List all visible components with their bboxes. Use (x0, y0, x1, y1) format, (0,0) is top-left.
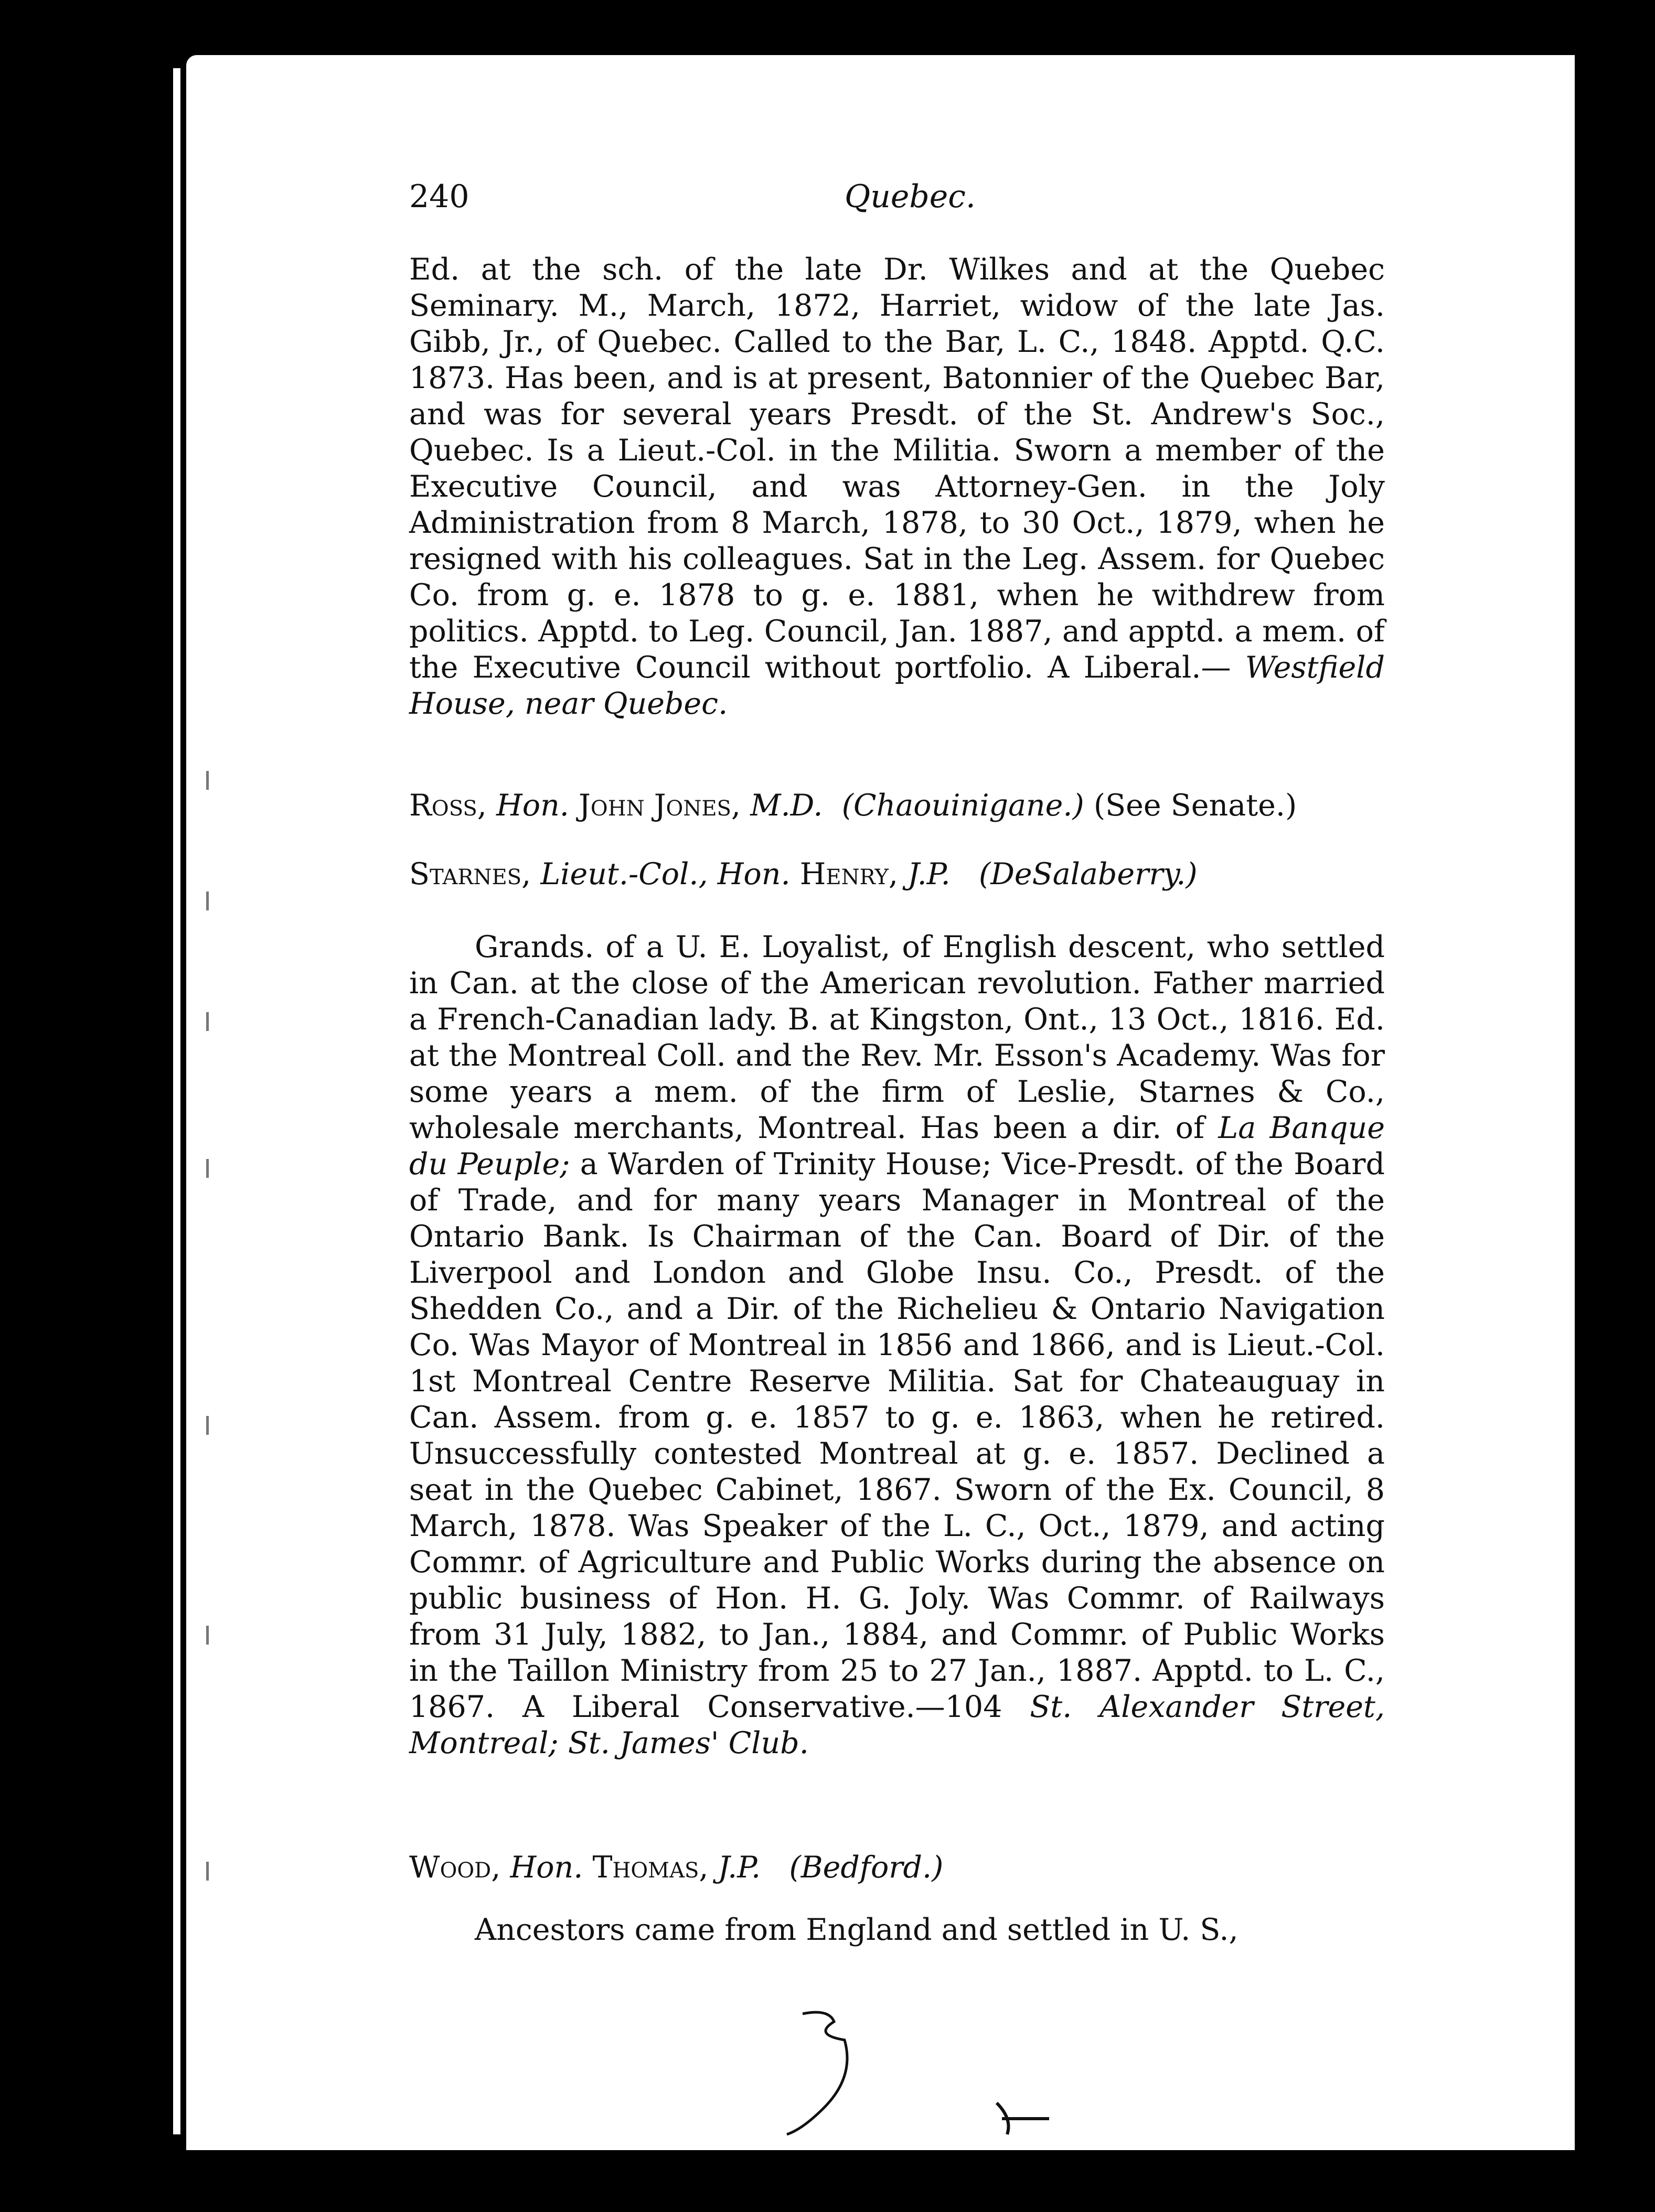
entry-suffix: J.P. (718, 1850, 761, 1885)
running-head: Quebec. (845, 178, 976, 215)
page-left-edge (173, 68, 180, 2134)
scan-speck (206, 1626, 209, 1645)
entry-continued-text (409, 252, 1385, 722)
entry-bio: Ancestors came from England and settled in U. S., (475, 1913, 1238, 1947)
entry-district: (Chaouinigane.) (841, 788, 1084, 823)
scan-speck (206, 892, 209, 910)
entry-title: Lieut.-Col., Hon. (540, 857, 791, 892)
page-bottom-edge (197, 2140, 1555, 2147)
entry-bio-starnes (409, 929, 1385, 1762)
entry-continued-body: Ed. at the sch. of the late Dr. Wilkes and at the Quebec Seminary. M., March, 1872, Harriet, widow of the late Jas. Gibb, Jr., of Quebec. Called to the Bar, L. C., 1848. Apptd. Q.C. 1873. Has been, and is at present, Batonnier of the Quebec Bar, and was for several years Presdt. of the St. Andrew's Soc., Quebec. Is a Lieut.-Col. in the Militia. Sworn a member of the Executive Council, and was Attorney-Gen. in the Joly Administration from 8 March, 1878, to 30 Oct., 1879, when he resigned with his colleagues. Sat in the Leg. Assem. for Quebec Co. from g. e. 1878 to g. e. 1881, when he withdrew from politics. Apptd. to Leg. Council, Jan. 1887, and apptd. a mem. of the Executive Council without portfolio. A Liberal.— (409, 252, 1385, 685)
scan-speck (206, 1416, 209, 1435)
entry-given-names: John Jones, (579, 788, 741, 823)
entry-bio-rest: a Warden of Trinity House; Vice-Presdt. of the Board of Trade, and for many years Manager in Montreal of the Ontario Bank. Is Chairman of the Can. Board of Dir. of the Liverpool and London and Globe Insu. Co., Presdt. of the Shedden Co., and a Dir. of the Richelieu & Ontario Navigation Co. Was Mayor of Montreal in 1856 and 1866, and is Lieut.-Col. 1st Montreal Centre Reserve Militia. Sat for Chateauguay in Can. Assem. from g. e. 1857 to g. e. 1863, when he retired. Unsuccessfully contested Montreal at g. e. 1857. Declined a seat in the Quebec Cabinet, 1867. Sworn of the Ex. Council, 8 March, 1878. Was Speaker of the L. C., Oct., 1879, and acting Commr. of Agriculture and Public Works during the absence on public business of Hon. H. G. Joly. Was Commr. of Railways from 31 July, 1882, to Jan., 1884, and Commr. of Public Works in the Taillon Ministry from 25 to 27 Jan., 1887. Apptd. to L. C., 1867. A Liberal Conservative.—104 (409, 1147, 1385, 1724)
scan-speck (206, 1159, 209, 1178)
entry-heading-starnes (409, 856, 1385, 893)
scan-pen-mark (991, 2098, 1054, 2140)
entry-address: St. Alexander Street, Montreal; St. James' Club. (409, 1690, 1385, 1760)
entry-surname: Ross, (409, 788, 487, 823)
entry-title: Hon. (496, 788, 569, 823)
scan-speck (206, 1862, 209, 1881)
scan-right-shadow (1575, 0, 1655, 2212)
entry-title: Hon. (510, 1850, 583, 1885)
page-number: 240 (409, 178, 469, 215)
entry-bio: Grands. of a U. E. Loyalist, of English descent, who settled in Can. at the close of the American revolution. Father married a French-Canadian lady. B. at Kingston, Ont., 13 Oct., 1816. Ed. at the Montreal Coll. and the Rev. Mr. Esson's Academy. Was for some years a mem. of the firm of Leslie, Starnes & Co., wholesale merchants, Montreal. Has been a dir. of (409, 930, 1385, 1145)
entry-surname: Wood, (409, 1850, 501, 1885)
page-header (409, 178, 1385, 220)
entry-heading-ross (409, 788, 1385, 824)
entry-ross (409, 788, 1385, 824)
entry-suffix: M.D. (750, 788, 823, 823)
entry-surname: Starnes, (409, 857, 531, 892)
scan-speck (206, 1012, 209, 1031)
entry-heading-wood (409, 1850, 1385, 1886)
entry-wood (409, 1850, 1385, 1948)
entry-continued-address: Westfield House, near Quebec. (409, 650, 1385, 721)
entry-district: (Bedford.) (789, 1850, 944, 1885)
entry-district: (DeSalaberry.) (978, 857, 1198, 892)
entry-bio-italic: La Banque du Peuple; (409, 1111, 1385, 1182)
entry-suffix: J.P. (907, 857, 951, 892)
entry-bio-wood (409, 1912, 1385, 1948)
entry-starnes (409, 856, 1385, 1762)
scan-speck (206, 771, 209, 790)
scan-pen-mark (782, 2003, 876, 2150)
entry-note: (See Senate.) (1093, 788, 1297, 823)
entry-given-names: Henry, (799, 857, 899, 892)
entry-continued (409, 252, 1385, 722)
entry-given-names: Thomas, (592, 1850, 709, 1885)
